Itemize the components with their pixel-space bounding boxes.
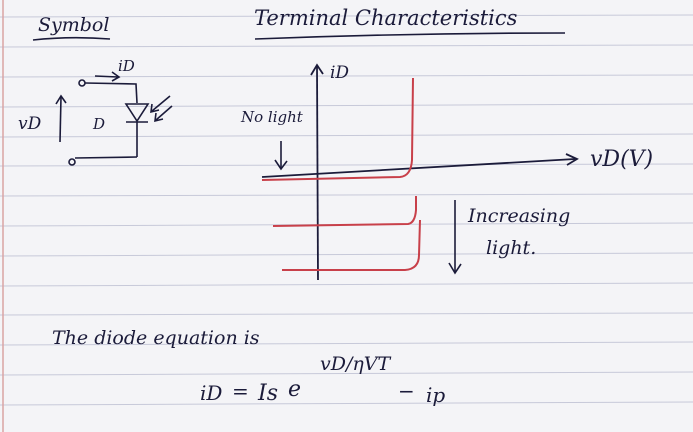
equation-saturation-current: Is: [258, 381, 278, 406]
equation-intro: The diode equation is: [52, 327, 260, 349]
x-axis-label: vD(V): [590, 147, 654, 172]
symbol-heading: Symbol: [38, 14, 110, 36]
symbol-heading-underline: [33, 38, 110, 40]
characteristics-heading: Terminal Characteristics: [254, 6, 518, 30]
equation-photo-current: ip: [426, 383, 446, 407]
symbol-current-label: iD: [118, 57, 135, 75]
photodiode-symbol: [56, 72, 172, 165]
iv-curves: [262, 78, 420, 270]
equation-exponent: vD/ηVT: [320, 353, 391, 375]
symbol-device-label: D: [93, 115, 106, 133]
increasing-light-label-line1: Increasing: [468, 205, 571, 227]
diode-equation: [200, 353, 445, 407]
equation-minus: −: [398, 379, 415, 403]
x-axis: [262, 159, 575, 177]
no-light-label: No light: [241, 108, 303, 126]
curve-light-1: [273, 196, 416, 226]
characteristics-heading-underline: [255, 33, 565, 39]
y-axis-label: iD: [330, 63, 350, 83]
increasing-light-arrow: [449, 200, 461, 273]
equation-exponential-base: e: [288, 377, 302, 402]
increasing-light-label-line2: light.: [486, 237, 537, 259]
equation-equals: =: [232, 379, 249, 403]
curve-light-2: [282, 220, 420, 270]
symbol-voltage-label: vD: [18, 114, 42, 134]
equation-lhs: iD: [200, 381, 223, 405]
